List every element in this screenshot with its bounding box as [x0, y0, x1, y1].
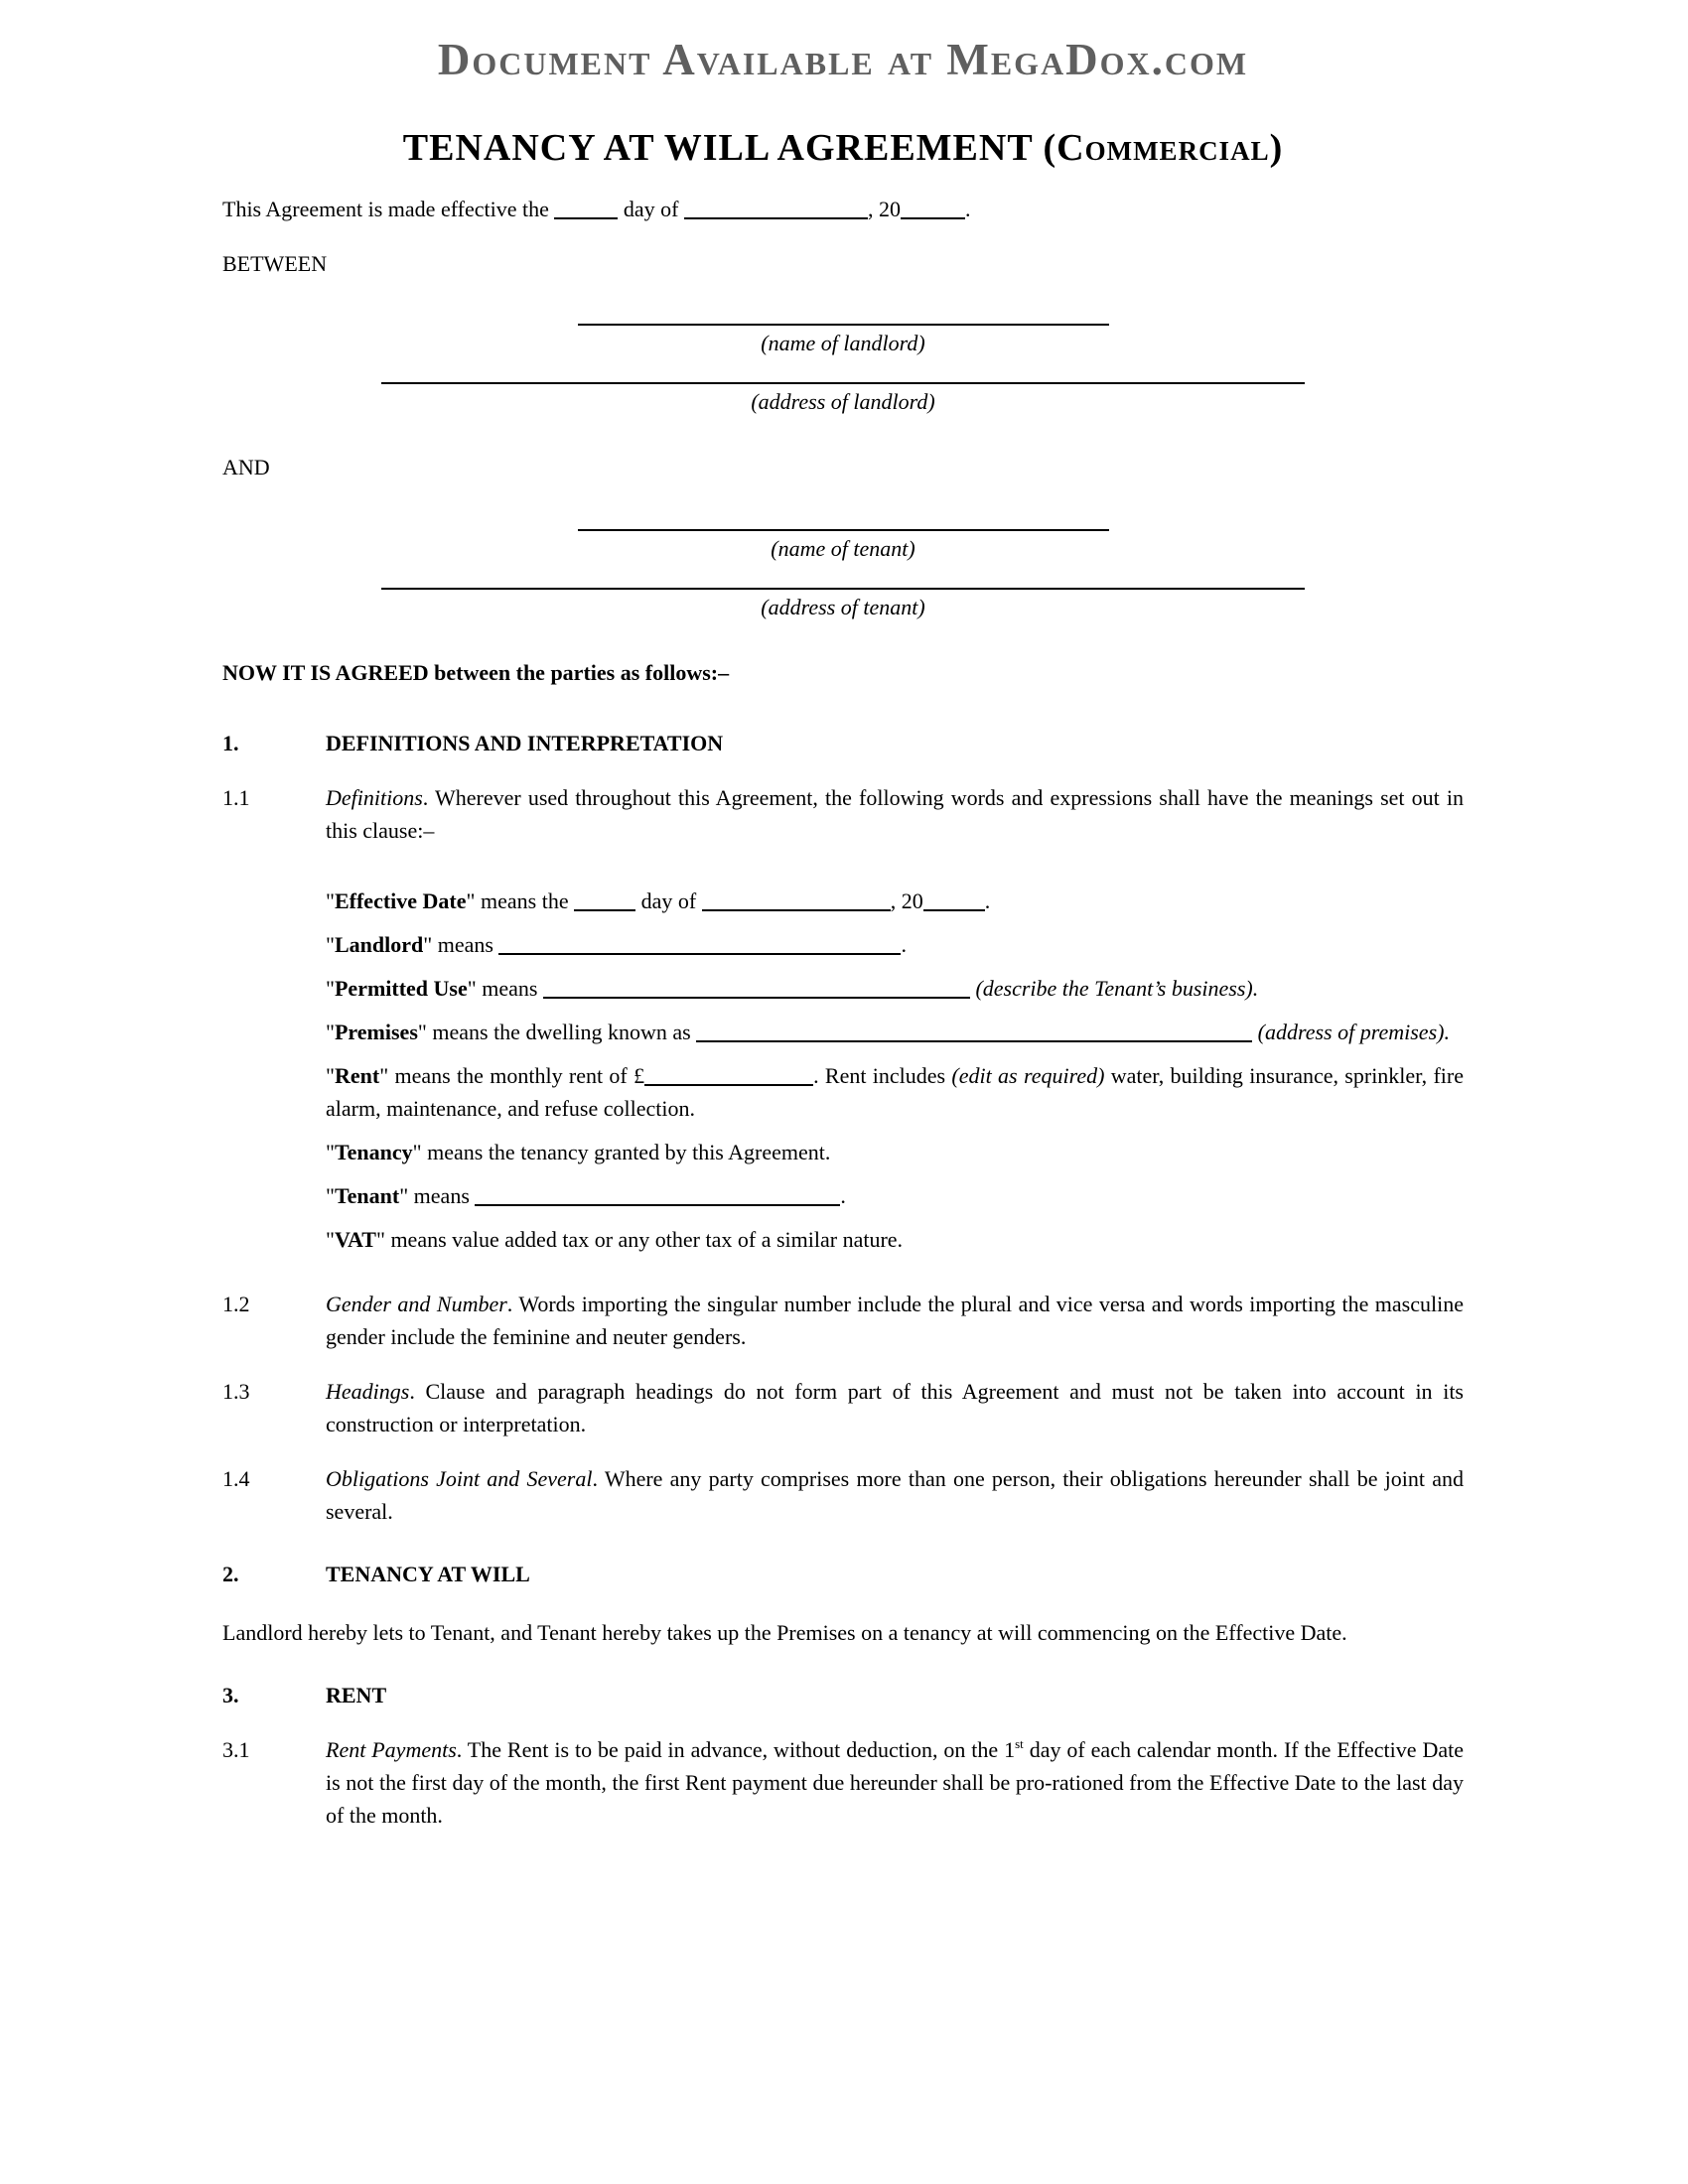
- term-tenant: Tenant: [334, 1183, 400, 1208]
- clause-1-3-number: 1.3: [222, 1379, 250, 1404]
- watermark-text: Document Available at MegaDox.com: [437, 35, 1249, 84]
- section-2-number: 2.: [222, 1562, 239, 1586]
- quote-mark: ": [326, 1063, 335, 1088]
- term-vat: VAT: [334, 1227, 376, 1252]
- clause-1-3: [222, 1375, 1464, 1440]
- section-1-number: 1.: [222, 731, 239, 755]
- definition-permitted-use: [326, 972, 1464, 1005]
- clause-1-1: [222, 781, 1464, 847]
- permitted-use-note: (describe the Tenant’s business).: [975, 976, 1259, 1001]
- landlord-address-caption: (address of landlord): [751, 389, 935, 414]
- clause-1-1-number: 1.1: [222, 785, 250, 810]
- term-premises: Premises: [334, 1020, 418, 1044]
- clause-3-1-rest1: . The Rent is to be paid in advance, without deduction, on the 1: [456, 1737, 1016, 1762]
- quote-mark: ": [326, 976, 335, 1001]
- clause-3-1-text: [326, 1733, 1464, 1832]
- quote-mark: ": [326, 1140, 335, 1164]
- intro-paragraph: [222, 193, 1464, 225]
- clause-1-2-text: [326, 1288, 1464, 1353]
- definition-text: " means the monthly rent of £: [379, 1063, 645, 1088]
- clause-3-1-number: 3.1: [222, 1737, 250, 1762]
- clause-1-1-rest: . Wherever used throughout this Agreement, the following words and expressions shall have the meanings set out in this clause:–: [326, 785, 1464, 843]
- definition-text: .: [984, 888, 991, 913]
- definition-text: , 20: [890, 888, 923, 913]
- document-title: TENANCY AT WILL AGREEMENT (Commercial): [402, 127, 1284, 169]
- definition-rent: [326, 1059, 1464, 1125]
- tenant-name-caption: (name of tenant): [771, 536, 915, 561]
- clause-1-4-number: 1.4: [222, 1466, 250, 1491]
- and-label: AND: [222, 455, 270, 479]
- clause-1-4-lead: Obligations Joint and Several: [326, 1466, 593, 1491]
- clause-1-1-lead: Definitions: [326, 785, 423, 810]
- definition-text: .: [901, 932, 907, 957]
- tenant-name-blank: [475, 1203, 840, 1206]
- definition-premises: [326, 1016, 1464, 1048]
- definition-effective-date: [326, 885, 1464, 917]
- section-1-title: DEFINITIONS AND INTERPRETATION: [326, 731, 724, 755]
- term-tenancy: Tenancy: [334, 1140, 413, 1164]
- intro-text-1: This Agreement is made effective the: [222, 197, 549, 221]
- clause-1-3-lead: Headings: [326, 1379, 410, 1404]
- term-effective-date: Effective Date: [334, 888, 467, 913]
- landlord-block: [381, 324, 1305, 417]
- clause-1-4: [222, 1462, 1464, 1528]
- section-1-heading: [222, 727, 1464, 759]
- rent-note: (edit as required): [951, 1063, 1105, 1088]
- section-2-heading: [222, 1558, 1464, 1590]
- clause-1-1-text: [326, 781, 1464, 847]
- section-2-body: Landlord hereby lets to Tenant, and Tenant hereby takes up the Premises on a tenancy at will commencing on the Effective Date.: [222, 1620, 1347, 1645]
- clause-1-2-lead: Gender and Number: [326, 1292, 507, 1316]
- intro-text-4: .: [964, 197, 971, 221]
- clause-3-1: [222, 1733, 1464, 1832]
- quote-mark: ": [326, 1183, 335, 1208]
- premises-address-blank: [696, 1039, 1252, 1042]
- month-blank: [702, 908, 891, 911]
- clause-1-2-rest: . Words importing the singular number include the plural and vice versa and words importing the masculine gender include the feminine and neuter genders.: [326, 1292, 1464, 1349]
- definition-text: " means value added tax or any other tax of a similar nature.: [375, 1227, 904, 1252]
- between-label: BETWEEN: [222, 251, 328, 276]
- tenant-block: [381, 529, 1305, 622]
- quote-mark: ": [326, 1227, 335, 1252]
- section-3-title: RENT: [326, 1683, 387, 1707]
- landlord-name-blank: [498, 952, 901, 955]
- section-3-number: 3.: [222, 1683, 239, 1707]
- clause-1-4-rest: . Where any party comprises more than one person, their obligations hereunder shall be joint and several.: [326, 1466, 1464, 1524]
- definition-text: " means: [423, 932, 493, 957]
- day-blank: [574, 908, 635, 911]
- quote-mark: ": [326, 1020, 335, 1044]
- definition-text: .: [840, 1183, 846, 1208]
- landlord-address-line: [381, 382, 1305, 384]
- day-blank: [554, 216, 618, 219]
- tenant-address-line: [381, 588, 1305, 590]
- definition-text: water, building insurance, sprinkler, fire alarm, maintenance, and refuse collection.: [326, 1063, 1464, 1121]
- intro-text-2: day of: [623, 197, 679, 221]
- definition-vat: [326, 1223, 1464, 1256]
- definition-text: . Rent includes: [813, 1063, 946, 1088]
- clause-1-2: [222, 1288, 1464, 1353]
- clause-1-3-rest: . Clause and paragraph headings do not form part of this Agreement and must not be taken into account in its construction or interpretation.: [326, 1379, 1464, 1436]
- year-blank: [923, 908, 985, 911]
- quote-mark: ": [326, 888, 335, 913]
- definition-text: day of: [640, 888, 697, 913]
- section-3-heading: [222, 1679, 1464, 1711]
- clause-3-1-lead: Rent Payments: [326, 1737, 457, 1762]
- term-landlord: Landlord: [334, 932, 424, 957]
- definition-tenant: [326, 1179, 1464, 1212]
- year-blank: [901, 216, 965, 219]
- ordinal-superscript: st: [1015, 1736, 1024, 1751]
- definition-text: " means the tenancy granted by this Agreement.: [412, 1140, 831, 1164]
- landlord-name-line: [578, 324, 1109, 326]
- term-rent: Rent: [334, 1063, 380, 1088]
- agreed-statement: NOW IT IS AGREED between the parties as follows:–: [222, 660, 730, 685]
- definition-text: " means the: [466, 888, 569, 913]
- clause-3-1-rest2: day of each calendar month. If the Effective Date is not the first day of the month, the first Rent payment due hereunder shall be pro-rationed from the Effective Date to the last day of the month.: [326, 1737, 1464, 1828]
- clause-1-2-number: 1.2: [222, 1292, 250, 1316]
- definition-landlord: [326, 928, 1464, 961]
- intro-text-3: , 20: [867, 197, 901, 221]
- quote-mark: ": [326, 932, 335, 957]
- definitions-list: [326, 885, 1464, 1256]
- term-permitted-use: Permitted Use: [334, 976, 468, 1001]
- definition-text: " means the dwelling known as: [417, 1020, 691, 1044]
- definition-text: " means: [467, 976, 538, 1001]
- premises-note: (address of premises).: [1257, 1020, 1450, 1044]
- tenant-address-caption: (address of tenant): [761, 595, 925, 619]
- tenant-name-line: [578, 529, 1109, 531]
- month-blank: [684, 216, 868, 219]
- landlord-name-caption: (name of landlord): [761, 331, 925, 355]
- clause-1-3-text: [326, 1375, 1464, 1440]
- section-2-title: TENANCY AT WILL: [326, 1562, 530, 1586]
- clause-1-4-text: [326, 1462, 1464, 1528]
- definition-text: " means: [399, 1183, 470, 1208]
- definition-tenancy: [326, 1136, 1464, 1168]
- permitted-use-blank: [543, 996, 970, 999]
- rent-amount-blank: [644, 1083, 813, 1086]
